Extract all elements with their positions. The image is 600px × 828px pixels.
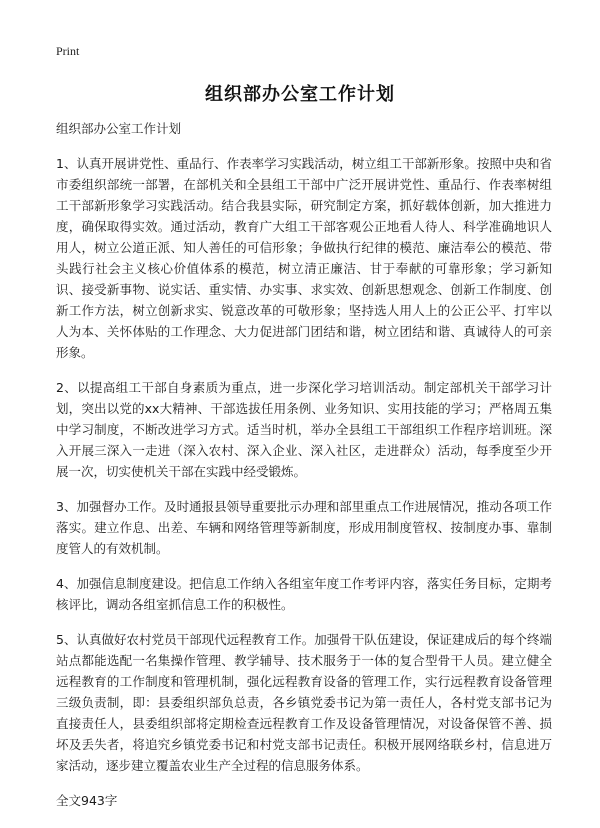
- page-title: 组织部办公室工作计划: [205, 84, 395, 105]
- document-body: [56, 118, 552, 811]
- paragraph-2: 2、以提高组工干部自身素质为重点，进一步深化学习培训活动。制定部机关干部学习计划，突出以党的xx大精神、干部选拔任用条例、业务知识、实用技能的学习；严格周五集中学习制度，不断改进学习方式。适当时机，举办全县组工干部组织工作程序培训班。深入开展三深入一走进（深入农村、深入企业、深入社区，走进群众）活动，每季度至少开展一次，切实使机关干部在实践中经受锻炼。: [56, 380, 552, 479]
- word-count: 全文943字: [56, 793, 118, 808]
- document-subtitle: 组织部办公室工作计划: [56, 121, 182, 136]
- print-link[interactable]: Print: [56, 44, 80, 58]
- paragraph-4: 4、加强信息制度建设。把信息工作纳入各组室年度工作考评内容，落实任务目标，定期考核评比，调动各组室抓信息工作的积极性。: [56, 576, 552, 612]
- paragraph-3: 3、加强督办工作。及时通报县领导重要批示办理和部里重点工作进展情况，推动各项工作落实。建立作息、出差、车辆和网络管理等新制度，形成用制度管权、按制度办事、靠制度管人的有效机制。: [56, 499, 552, 556]
- paragraph-1: 1、认真开展讲党性、重品行、作表率学习实践活动，树立组工干部新形象。按照中央和省市委组织部统一部署，在部机关和全县组工干部中广泛开展讲党性、重品行、作表率树组工干部新形象学习实践活动。结合我县实际，研究制定方案，抓好载体创新，加大推进力度，确保取得实效。通过活动，教育广大组工干部客观公正地看人待人、科学准确地识人用人，树立公道正派、知人善任的可信形象；争做执行纪律的模范、廉洁奉公的模范、带头践行社会主义核心价值体系的模范，树立清正廉洁、甘于奉献的可靠形象；学习新知识、接受新事物、说实话、重实情、办实事、求实效、创新思想观念、创新工作制度、创新工作方法，树立创新求实、锐意改革的可敬形象；坚持选人用人上的公正公平、打牢以人为本、关怀体贴的工作理念、大力促进部门团结和谐，树立团结和谐、真诚待人的可亲形象。: [56, 156, 552, 360]
- paragraph-5: 5、认真做好农村党员干部现代远程教育工作。加强骨干队伍建设，保证建成后的每个终端站点都能选配一名集操作管理、教学辅导、技术服务于一体的复合型骨干人员。建立健全远程教育的工作制度和管理机制，强化远程教育设备的管理工作，实行远程教育设备管理三级负责制，即：县委组织部负总责，各乡镇党委书记为第一责任人，各村党支部书记为直接责任人，县委组织部将定期检查远程教育工作及设备管理情况，对设备保管不善、损坏及丢失者，将追究乡镇党委书记和村党支部书记责任。积极开展网络联乡村，信息进万家活动，逐步建立覆盖农业生产全过程的信息服务体系。: [56, 632, 552, 773]
